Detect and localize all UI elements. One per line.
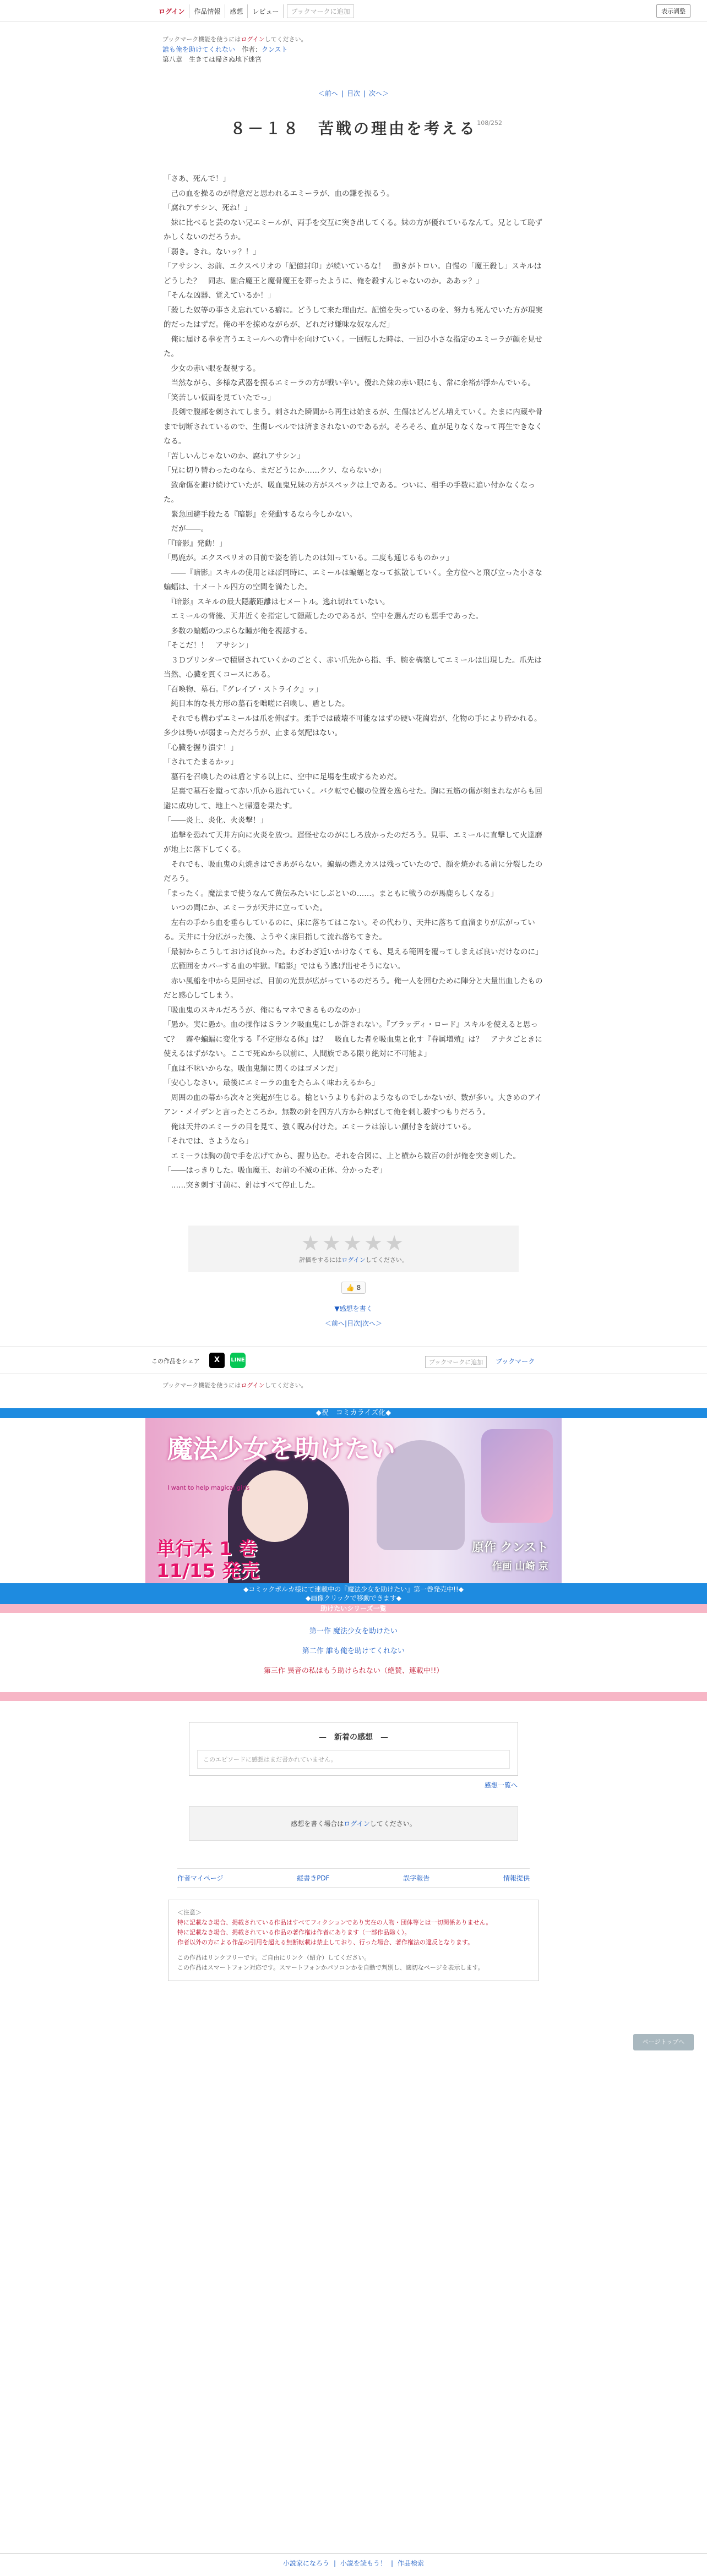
kansou-login-box <box>189 1806 518 1841</box>
body-paragraph: それでも、吸血鬼の丸焼きはできあがらない。蝙蝠の燃えカスは残っていたので、顔を焼かれる前に分裂したのだろう。 <box>164 860 543 883</box>
author-link[interactable]: クンスト <box>262 46 288 53</box>
body-paragraph: ――『暗影』スキルの使用とほぼ同時に、エミールは蝙蝠となって拡散していく。全方位へと飛び立った小さな蝙蝠は、十メートル四方の空間を満たした。 <box>164 568 542 592</box>
series-link[interactable]: 第三作 異音の私はもう助けられない（絶賛、連載中!!） <box>263 1667 444 1675</box>
login-box-link[interactable]: ログイン <box>344 1820 370 1828</box>
notice-line: 特に記載なき場合、掲載されている作品の著作権は作者にあります（一部作品除く）。 <box>177 1929 411 1936</box>
series-bar: 助けたいシリーズ一覧 <box>0 1604 707 1613</box>
body-paragraph: 「そんな凶器、覚えているか！」 <box>164 291 275 300</box>
body-paragraph: 「そこだ！！ アサシン」 <box>164 641 253 650</box>
page-number: 108/252 <box>477 119 502 127</box>
kansou-link[interactable]: 感想 <box>225 4 248 18</box>
notice-box <box>168 1900 539 1981</box>
footer-link-narou[interactable]: 小説家になろう <box>282 2559 329 2567</box>
novel-header <box>162 35 707 64</box>
body-paragraph: 妹に比べると芸のない兄エミールが、両手を交互に突き出してくる。妹の方が優れているなんて。兄として恥ずかしくないのだろうか。 <box>164 218 542 242</box>
body-paragraph: 「アサシン、お前、エクスペリオの「記億封印」が続いているな！ 動きがトロい。自慢の「魔王殺し」スキルはどうした？ 同志、融合魔王と魔骨魔王を葬ったように、俺を殺すんじゃないのか。ああッ？」 <box>164 262 542 286</box>
new-kansou-box <box>189 1722 518 1776</box>
body-paragraph: 「召喚物、墓石。『グレイブ・ストライク』ッ」 <box>164 685 323 694</box>
vertical-pdf-link[interactable]: 縦書きPDF <box>297 1874 330 1882</box>
x-share-icon[interactable]: X <box>209 1353 225 1368</box>
body-paragraph: 「――はっきりした。吸血魔王、お前の不滅の正体、分かったぞ」 <box>164 1166 387 1175</box>
body-paragraph: 俺は天井のエミーラの目を見て、強く睨み付けた。エミーラは涼しい顔付きを続けている。 <box>164 1122 476 1131</box>
bookmark-add-button[interactable]: ブックマークに追加 <box>287 4 354 18</box>
body-paragraph: 緊急回避手段たる『暗影』を発動するなら今しかない。 <box>164 510 357 519</box>
body-paragraph: 「兄に切り替わったのなら、まだどうにか……クソ、ならないか」 <box>164 466 386 475</box>
body-paragraph: 赤い風船を中から見回せば、目前の光景が広がっているのだろう。俺一人を囲むために陣分と大量出血したものだと感心してしまう。 <box>164 976 543 1000</box>
series-list <box>0 1622 707 1681</box>
body-paragraph: 「血は不味いからな。吸血鬼類に関くのはゴメンだ」 <box>164 1064 342 1073</box>
body-paragraph: エミーラは胸の前で手を広げてから、握り込む。それを合図に、上と横から数百の針が俺を突き刺した。 <box>164 1151 520 1161</box>
rating-box <box>188 1226 519 1272</box>
like-count: 8 <box>356 1284 361 1292</box>
novel-body <box>164 172 543 1193</box>
body-paragraph: それでも構わずエミールは爪を伸ばす。柔手では破壊不可能なはずの硬い花崗岩が、化物の手により砕かれる。多少は勢いが弱まっただろうが、止まる気配はない。 <box>164 714 542 737</box>
body-paragraph: 俺に届ける拳を言うエミールへの背中を向けていく。一回転した時は、一回ひ小さな指定のエミーラが顔を見せた。 <box>164 335 542 358</box>
share-label: この作品をシェア <box>151 1358 200 1365</box>
login-link[interactable]: ログイン <box>154 4 189 18</box>
info-provide-link[interactable]: 情報提供 <box>503 1874 530 1882</box>
body-paragraph: 少女の赤い眼を凝視する。 <box>164 364 260 373</box>
body-paragraph: 「愚か。実に愚か。血の操作はＳランク吸血鬼にしか許されない。『ブラッディ・ロード』スキルを使えると思って？ 霧や蝙蝠に変化する『不定形なる体』は？ 吸血した者を吸血鬼と化す『眷属増殖』は？ アナタごときに使えるはずがない。ここで死ぬから以前に、人間族である限り絶対に不可能よ」 <box>164 1020 542 1058</box>
episode-title: ８－１８ 苦戦の理由を考える <box>230 119 477 138</box>
body-paragraph: 広範囲をカバーする血の牢獄。『暗影』ではもう逃げ出せそうにない。 <box>164 962 405 971</box>
note2-text: ブックマーク機能を使うには <box>162 1382 241 1389</box>
line-share-icon[interactable]: LINE <box>230 1353 246 1368</box>
top-nav <box>154 4 354 18</box>
footer-link-yomou[interactable]: 小説を読もう！ <box>340 2559 387 2567</box>
banner-artist: 作画 山崎 京 <box>492 1561 548 1572</box>
typo-report-link[interactable]: 誤字報告 <box>403 1874 430 1882</box>
review-link[interactable]: レビュー <box>248 4 284 18</box>
body-paragraph: 長剣で腹部を刺されてしまう。刺された瞬間から再生は始まるが、生傷はどんどん増えていく。たまに内蔵や骨まで切断されているので、生傷レベルでは済まされないのであるが。そろそろ、血が足りなくなって再生できなくなる。 <box>164 408 543 446</box>
chapter-nav-bottom: ＜前へ|目次|次へ＞ <box>324 1320 383 1327</box>
footer-link-search[interactable]: 作品検索 <box>398 2559 425 2567</box>
body-paragraph: 己の血を操るのが得意だと思われるエミーラが、血の鎌を振るう。 <box>164 189 394 198</box>
body-paragraph: 「苦しいんじゃないのか、腐れアサシン」 <box>164 451 304 461</box>
banner-volume: 単行本 1 巻 <box>156 1538 258 1560</box>
comic-banner-image[interactable] <box>145 1418 562 1583</box>
series-link[interactable]: 第二作 誰も俺を助けてくれない <box>302 1647 405 1655</box>
comic-banner-bottom: ◆コミックポルカ様にて連載中の『魔法少女を助けたい』第一巻発売中!!◆ ◆画像クリックで移動できます◆ <box>0 1583 707 1604</box>
rating-msg-end: してください。 <box>365 1256 408 1264</box>
page-top-button[interactable]: ページトップへ <box>633 2034 694 2050</box>
body-paragraph: 「それでは、さようなら」 <box>164 1137 253 1146</box>
body-paragraph: 「笑苦しい仮面を見ていたでっ」 <box>164 393 275 402</box>
next-link-bottom[interactable]: 次へ＞ <box>362 1320 383 1327</box>
body-paragraph: 「腐れアサシン、死ね！」 <box>164 204 252 212</box>
body-paragraph: ３Ｄプリンターで積層されていくかのごとく、赤い爪先から指、手、腕を構築してエミールは出現した。爪先は当然、心臓を貫くコースにある。 <box>164 655 542 679</box>
bookmark-add-button-bottom[interactable]: ブックマークに追加 <box>425 1356 487 1368</box>
like-area <box>0 1282 707 1294</box>
body-paragraph: 純日本的な長方形の墓石を咄嗟に召喚し、盾とした。 <box>164 699 350 708</box>
banner-author: 原作 クンスト <box>472 1541 548 1555</box>
body-paragraph: 「『暗影』発動！」 <box>164 539 227 548</box>
bookmark-link[interactable]: ブックマーク <box>496 1358 535 1365</box>
body-paragraph: 「安心しなさい。最後にエミーラの血をたらふく味わえるから」 <box>164 1079 379 1087</box>
bookmark-note-bottom <box>0 1374 707 1404</box>
new-kansou-title: — 新着の感想 — <box>319 1733 388 1742</box>
body-paragraph: 致命傷を避け続けていたが、吸血鬼兄妹の方がスペックは上である。ついに、相手の手数に追い付かなくなった。 <box>164 480 535 504</box>
character-face <box>242 1470 308 1542</box>
body-paragraph: 追撃を恐れて天井方向に火炎を放つ。遅怪せなのがにしろ放かったのだろう。見事、エミールに直撃して火達磨が地上に落下してくる。 <box>164 830 542 854</box>
thumbs-up-icon: 👍 <box>346 1284 355 1292</box>
body-paragraph: 「――炎上、炎化、火炎撃！」 <box>164 816 268 825</box>
chapter-nav-top: ＜前へ | 目次 | 次へ＞ <box>318 90 389 97</box>
body-paragraph: 『暗影』スキルの最大隠蔽距離は七メートル。逃れ切れていない。 <box>164 597 390 606</box>
new-kansou-heading: 新着の感想 <box>334 1733 373 1742</box>
body-paragraph: 「馬鹿が。エクスペリオの目前で姿を消したのは知っている。二度も通じるものかッ」 <box>164 554 454 562</box>
fan-illustration <box>481 1429 553 1523</box>
new-kansou-empty: このエピソードに感想はまだ書かれていません。 <box>197 1750 510 1769</box>
body-paragraph: ……突き刺す寸前に、針はすべて停止した。 <box>164 1180 320 1190</box>
author-mypage-link[interactable]: 作者マイページ <box>177 1874 224 1882</box>
top-bar <box>0 0 707 21</box>
body-paragraph: 「されてたまるかッ」 <box>164 758 238 767</box>
body-paragraph: いつの間にか、エミーラが天井に立っていた。 <box>164 904 327 912</box>
notice-line: 作者以外の方による作品の引用を超える無断転載は禁止しており、行った場合、著作権法の違反となります。 <box>177 1939 474 1946</box>
rating-message <box>188 1255 519 1264</box>
banner-subtitle: I want to help magical girls <box>167 1484 250 1491</box>
bookmark-note <box>162 35 707 45</box>
share-bar <box>0 1347 707 1374</box>
work-line <box>162 45 707 54</box>
work-info-link[interactable]: 作品情報 <box>189 4 225 18</box>
comic-banner-top: ◆祝 コミカライズ化◆ <box>0 1408 707 1418</box>
toc-link[interactable]: 目次 <box>346 90 360 97</box>
body-paragraph: 当然ながら、多様な武器を振るエミーラの方が戦い辛い。優れた妹の赤い眼にも、常に余裕が浮かんでいる。 <box>164 379 535 387</box>
body-paragraph: 「さあ、死んで！」 <box>164 174 230 183</box>
notice-head: ＜注意＞ <box>177 1909 202 1916</box>
note-login-link[interactable]: ログイン <box>241 36 265 43</box>
body-paragraph: 多数の蝙蝠のつぶらな瞳が俺を視認する。 <box>164 626 312 636</box>
write-kansou-link[interactable]: ▼感想を書く <box>334 1305 373 1312</box>
prev-link-bottom[interactable]: ＜前へ <box>324 1320 345 1327</box>
next-link[interactable]: 次へ＞ <box>369 90 389 97</box>
note2-login-link[interactable]: ログイン <box>241 1382 265 1389</box>
body-paragraph: 左右の手から血を垂らしているのに、床に落ちてはこない。その代わり、天井に落ちて血溜まりが広がっている。天井に十分広がった後、ようやく床目指して流れ落ちてきた。 <box>164 918 535 942</box>
site-footer: 小説家になろう | 小説を読もう！ | 作品検索 <box>0 2553 707 2568</box>
body-paragraph: 「弱き。きれ。ないッ？！」 <box>164 247 260 256</box>
pink-divider <box>0 1692 707 1701</box>
login-box-text: 感想を書く場合は <box>291 1820 344 1828</box>
note-text-end: してください。 <box>264 36 307 43</box>
banner-date: 11/15 発売 <box>156 1560 259 1582</box>
author-label: 作者： <box>242 46 262 53</box>
kansou-list-link[interactable]: 感想一覧へ <box>484 1781 518 1789</box>
chapter-title: 第八章 生きては帰さぬ地下迷宮 <box>162 56 262 63</box>
body-paragraph: 周囲の血の幕から次々と突起が生じる。槍というよりも針のようなものでしかないが、数が多い。大きめのアイアン・メイデンと言ったところか。無数の針を四方八方から伸ばして俺を刺し殺すつもりだろう。 <box>164 1093 542 1117</box>
toc-link-bottom[interactable]: 目次 <box>346 1320 360 1327</box>
notice-line: この作品はスマートフォン対応です。スマートフォンかパソコンかを自動で判別し、適切なページを表示します。 <box>177 1964 484 1971</box>
body-paragraph: 「最初からこうしておけば良かった。わざわざ近いかけなくても、見える範囲を覆ってしまえば良いだけなのに」 <box>164 947 543 956</box>
body-paragraph: 「まったく。魔法まで使うなんて黄伝みたいにしぶといの……。まともに戦うのが馬鹿らしくなる」 <box>164 889 498 898</box>
work-title-link[interactable]: 誰も俺を助けてくれない <box>162 46 236 53</box>
footer-links <box>177 1868 530 1888</box>
body-paragraph: 「殺した奴等の事さえ忘れている癖に。どうして来た理由だ。記憶を失っているのを、努力も死んでいた方が現実的だったはずだ。俺の平を掠めながらが、どれだけ嫌味な奴なんだ」 <box>164 305 543 329</box>
prev-link[interactable]: ＜前へ <box>318 90 338 97</box>
body-paragraph: 足裏で墓石を蹴って赤い爪から逃れていく。バク転で心臓の位置を逸らせた。胸に五筋の傷が刻まれながらも回避に成功して、地上へと帰還を果たす。 <box>164 787 542 811</box>
display-settings-button[interactable]: 表示調整 <box>656 4 690 18</box>
series-link[interactable]: 第一作 魔法少女を助けたい <box>309 1627 398 1636</box>
rating-login-link[interactable]: ログイン <box>341 1256 366 1264</box>
body-paragraph: 「吸血鬼のスキルだろうが、俺にもマネできるものなのか」 <box>164 1005 365 1015</box>
body-paragraph: 墓石を召喚したのは盾とする以上に、空中に足場を生成するためだ。 <box>164 772 401 781</box>
body-paragraph: 「心臓を握り潰す！」 <box>164 743 238 752</box>
rating-msg-text: 評価をするには <box>299 1256 342 1264</box>
login-box-end: してください。 <box>369 1820 416 1828</box>
note2-end: してください。 <box>264 1382 307 1389</box>
notice-line: 特に記載なき場合、掲載されている作品はすべてフィクションであり実在の人物・団体等とは一切関係ありません。 <box>177 1919 492 1926</box>
body-paragraph: だが――。 <box>164 524 208 533</box>
rating-stars[interactable]: ★★★★★ <box>301 1231 406 1255</box>
like-button[interactable] <box>341 1282 366 1294</box>
body-paragraph: エミールの背後、天井近くを指定して隠蔽したのであるが、空中を選んだのも悪手であった。 <box>164 612 483 621</box>
note-text: ブックマーク機能を使うには <box>162 36 241 43</box>
banner-title: 魔法少女を助けたい <box>167 1434 395 1464</box>
notice-line: この作品はリンクフリーです。ご自由にリンク（紹介）してください。 <box>177 1954 371 1961</box>
